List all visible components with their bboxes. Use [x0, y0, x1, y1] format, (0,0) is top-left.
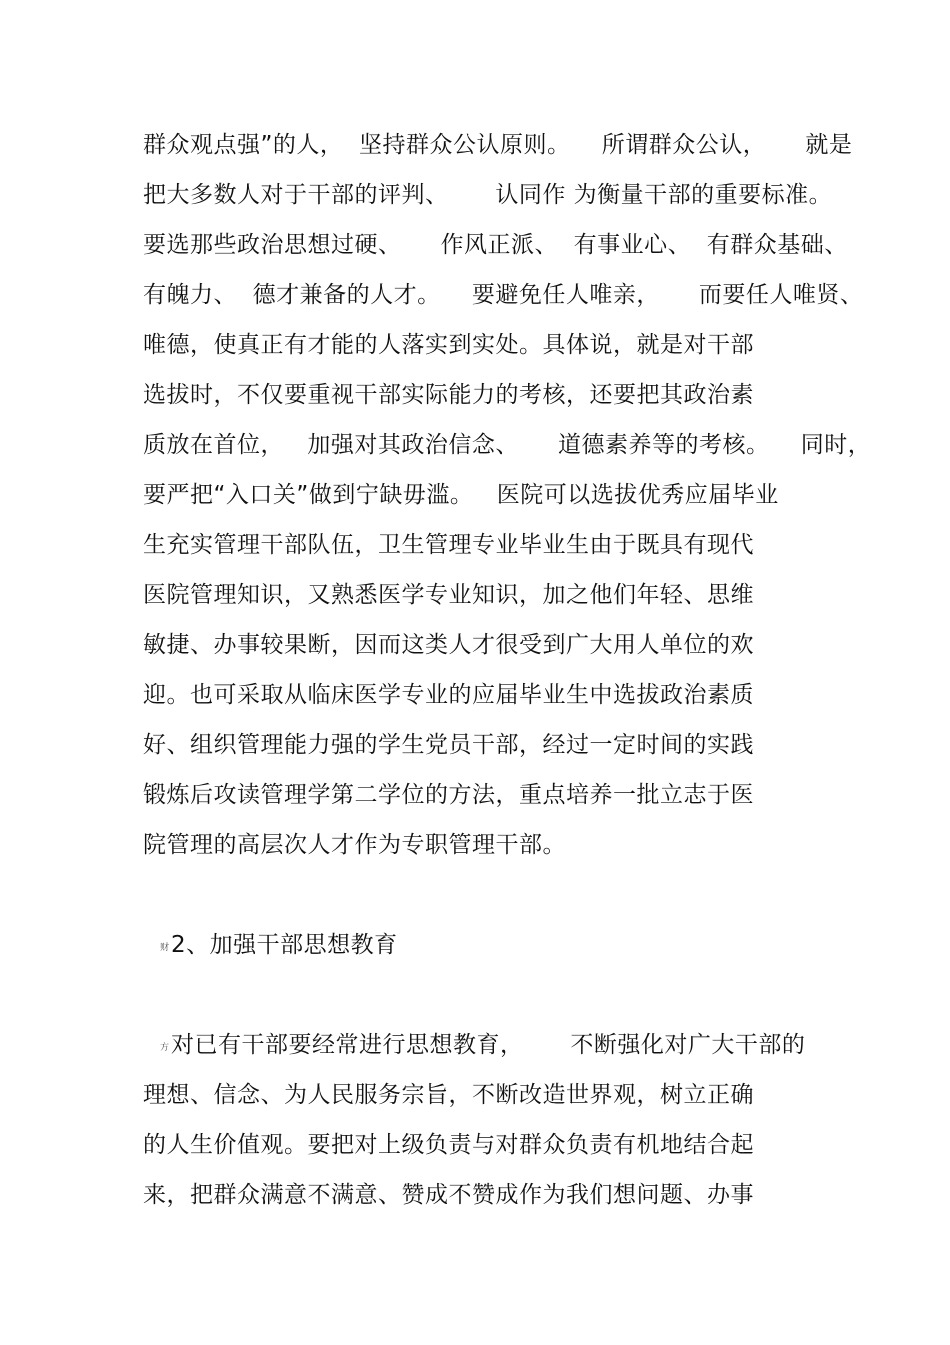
paragraph-line: 唯德，使真正有才能的人落实到实处。具体说，就是对干部: [143, 332, 754, 358]
paragraph-line: 有魄力、 德才兼备的人才。 要避免任人唯亲， 而要任人唯贤、: [143, 282, 864, 308]
paragraph-marker: 方: [160, 1043, 170, 1053]
paragraph-line: 要严把“入口关”做到宁缺毋滥。 医院可以选拔优秀应届毕业: [143, 482, 779, 508]
paragraph-line: 的人生价值观。要把对上级负责与对群众负责有机地结合起: [143, 1132, 754, 1158]
heading-marker: 财: [160, 943, 170, 953]
paragraph-line: 好、组织管理能力强的学生党员干部，经过一定时间的实践: [143, 732, 754, 758]
paragraph-line: 理想、信念、为人民服务宗旨，不断改造世界观，树立正确: [143, 1082, 754, 1108]
paragraph-line: 质放在首位， 加强对其政治信念、 道德素养等的考核。 同时，: [143, 432, 872, 458]
paragraph-text: 对已有干部要经常进行思想教育， 不断强化对广大干部的: [171, 1032, 806, 1058]
paragraph-line: 选拔时，不仅要重视干部实际能力的考核，还要把其政治素: [143, 382, 754, 408]
paragraph-line: 生充实管理干部队伍，卫生管理专业毕业生由于既具有现代: [143, 532, 754, 558]
heading-text: 2、加强干部思想教育: [171, 932, 398, 958]
paragraph-line: 来，把群众满意不满意、赞成不赞成作为我们想问题、办事: [143, 1182, 754, 1208]
paragraph-line: 群众观点强”的人， 坚持群众公认原则。 所谓群众公认， 就是: [143, 132, 853, 158]
paragraph-line: [160, 1030, 805, 1063]
paragraph-line: 敏捷、办事较果断，因而这类人才很受到广大用人单位的欢: [143, 632, 754, 658]
paragraph-line: 把大多数人对于干部的评判、 认同作 为衡量干部的重要标准。: [143, 182, 833, 208]
paragraph-line: 要选那些政治思想过硬、 作风正派、 有事业心、 有群众基础、: [143, 232, 848, 258]
paragraph-line: 院管理的高层次人才作为专职管理干部。: [143, 832, 566, 858]
paragraph-line: 医院管理知识，又熟悉医学专业知识，加之他们年轻、思维: [143, 582, 754, 608]
paragraph-line: 迎。也可采取从临床医学专业的应届毕业生中选拔政治素质: [143, 682, 754, 708]
paragraph-line: 锻炼后攻读管理学第二学位的方法，重点培养一批立志于医: [143, 782, 754, 808]
section-heading: [160, 930, 398, 963]
